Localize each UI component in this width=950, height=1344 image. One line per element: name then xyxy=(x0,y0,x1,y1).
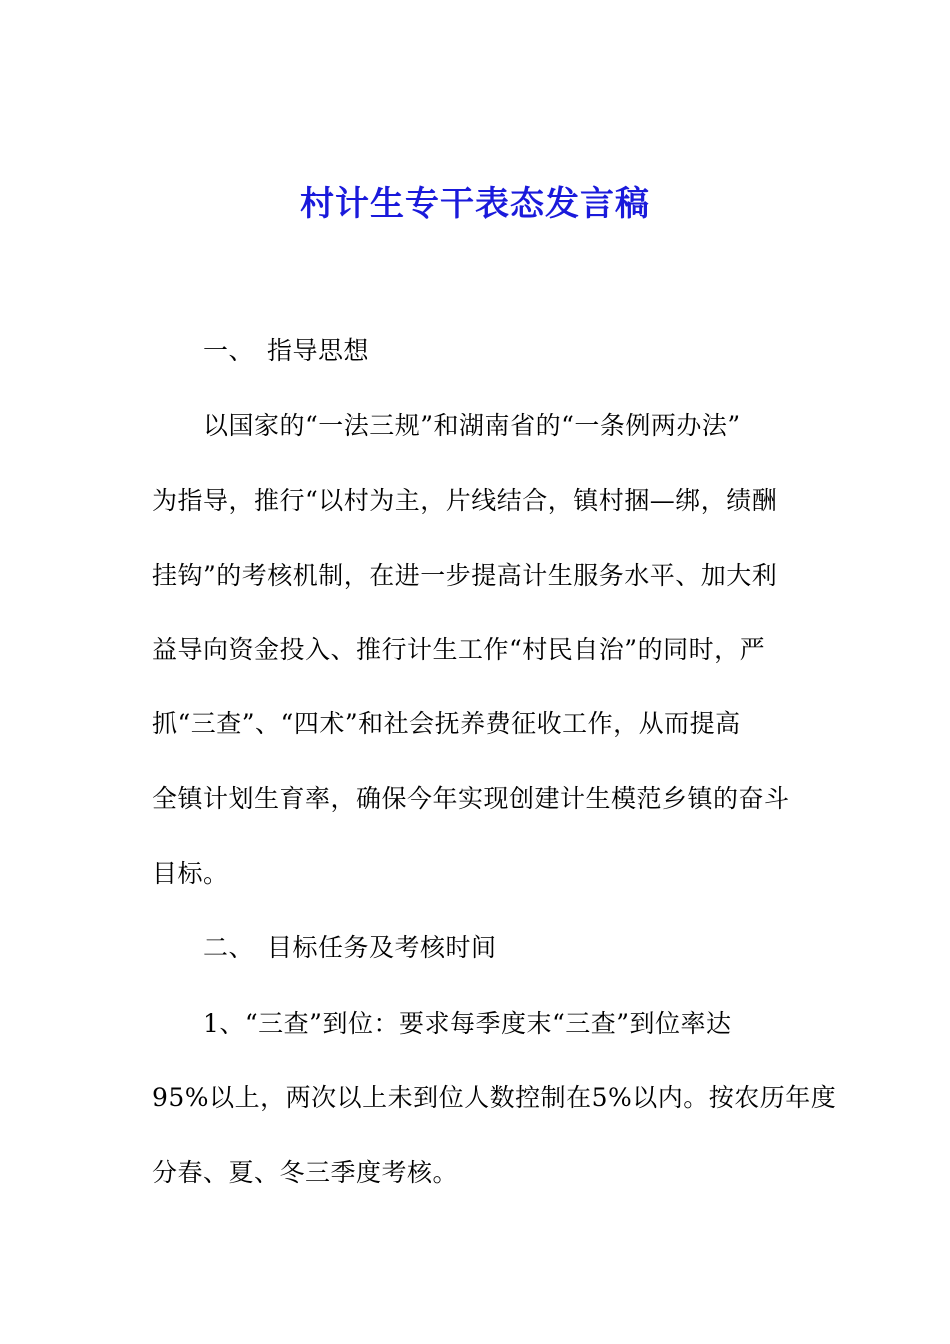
paragraph-line: 挂钩”的考核机制，在进一步提高计生服务水平、加大利 xyxy=(152,561,778,590)
paragraph-line: 全镇计划生育率，确保今年实现创建计生模范乡镇的奋斗 xyxy=(152,784,790,813)
paragraph-line: 为指导，推行“以村为主，片线结合，镇村捆—绑，绩酬 xyxy=(152,486,778,515)
paragraph-line: 分春、夏、冬三季度考核。 xyxy=(152,1158,459,1187)
paragraph-line: 95%以上，两次以上未到位人数控制在5%以内。按农历年度 xyxy=(152,1083,837,1112)
paragraph-line: 目标。 xyxy=(152,859,229,888)
paragraph-line: 益导向资金投入、推行计生工作“村民自治”的同时，严 xyxy=(152,635,766,664)
section-1-heading-text: 指导思想 xyxy=(267,336,370,365)
section-1-heading xyxy=(203,331,369,371)
paragraph-line: 1、“三查”到位：要求每季度末“三查”到位率达 xyxy=(203,1009,732,1038)
section-2-heading-text: 目标任务及考核时间 xyxy=(267,933,497,962)
section-2-heading xyxy=(203,928,497,968)
section-2-number: 二、 xyxy=(203,933,255,962)
paragraph-line: 抓“三查”、“四术”和社会抚养费征收工作，从而提高 xyxy=(152,709,741,738)
paragraph-line: 以国家的“一法三规”和湖南省的“一条例两办法” xyxy=(203,411,741,440)
document-title: 村计生专干表态发言稿 xyxy=(300,184,650,224)
section-1-number: 一、 xyxy=(203,336,255,365)
